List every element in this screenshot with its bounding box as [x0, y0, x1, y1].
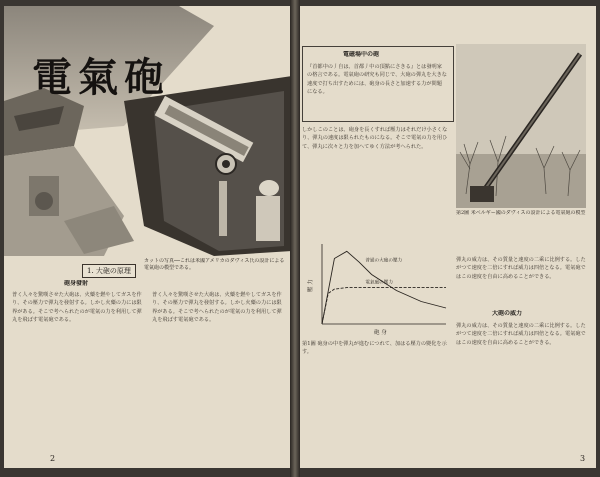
box-text: 『首都中の丿自は、首都丿中の頂點にさきる』とは發明家の格言である。電氣砲の研究も同じで、大砲の彈丸を大きな速度で打ち出すためには、砲身の長さと加速する力が問題になる。: [307, 64, 447, 95]
subsection-heading: 大砲の威力: [492, 310, 523, 317]
right-page: [296, 6, 596, 468]
x-axis-label: 砲 身: [374, 330, 387, 336]
right-column-upper: 彈丸の威力は、その質量と速度の二乘に比例する。したがつて速度を二倍にすれば威力は四倍となる。電氣砲ではこの速度を自由に高めることができる。: [456, 257, 586, 280]
cannon-photo: [456, 44, 586, 208]
page-title: 電氣砲: [32, 54, 170, 101]
y-axis-label: 壓 力: [308, 279, 314, 292]
right-column-lower: 彈丸の威力は、その質量と速度の二乘に比例する。したがつて速度を二倍にすれば威力は四倍となる。電氣砲ではこの速度を自由に高めることができる。: [456, 323, 586, 346]
left-page: [4, 6, 292, 468]
book-gutter: [290, 0, 300, 477]
page-number-left: 2: [50, 454, 56, 463]
highlight-box: [302, 46, 454, 122]
page-number-right: 3: [580, 454, 586, 463]
pressure-chart: [304, 238, 452, 338]
body-text-column-2: 普く人々を驚嘆させた大砲は、火藥を燃やしてガスを作り、その壓力で彈丸を發射する。しかし火藥の力には限界がある。そこで考へられたのが電氣の力を利用して彈丸を飛ばす電氣砲である。: [152, 292, 282, 323]
body-text-column-1: 普く人々を驚嘆させた大砲は、火藥を燃やしてガスを作り、その壓力で彈丸を發射する。しかし火藥の力には限界がある。そこで考へられたのが電氣の力を利用して彈丸を飛ばす電氣砲である。: [12, 292, 142, 323]
upper-body-text: しかしこのことは、砲身を長くすれば壓力はそれだけ小さくなり、彈丸の速度は限られたものになる。そこで電氣の力を用ひて、彈丸に次々と力を加へてゆく方法が考へられた。: [302, 127, 448, 150]
section-heading: 1. 大砲の原理: [87, 267, 131, 275]
lower-body-text: 第1圖 砲身の中を彈丸が進むにつれて、加はる壓力の變化を示す。: [302, 341, 447, 356]
series-label-electric: 電氣砲の壓力: [365, 280, 393, 286]
photo-caption-right: 第2圖 米ベルギー國のダヴィスの設計による電氣砲の模型: [456, 210, 586, 216]
section-heading-box: [82, 264, 136, 278]
photo-caption: カットの写真──これは米國アメリカのダヴィス氏の設計による電氣砲の模型である。: [144, 258, 285, 271]
subheading: 砲身發射: [64, 280, 89, 287]
series-label-conventional: 普通の大砲の壓力: [365, 258, 403, 264]
title-collage-illustration: [4, 6, 292, 256]
series-line-electric: [322, 288, 446, 324]
box-heading: 電磁場中の砲: [343, 51, 380, 58]
